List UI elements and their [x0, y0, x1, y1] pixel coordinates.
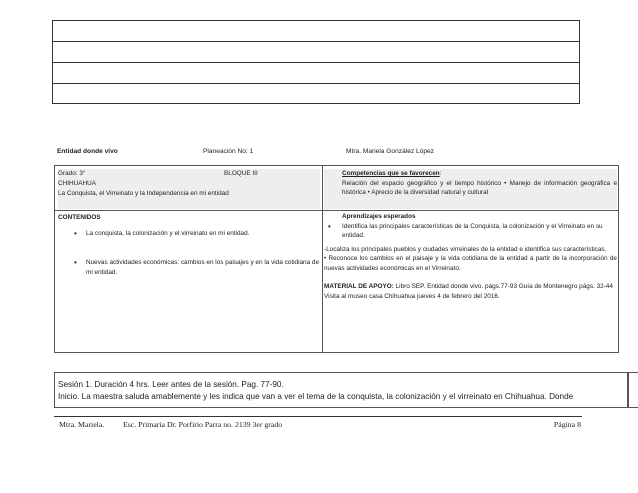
table-row — [53, 21, 579, 42]
page-footer — [59, 420, 581, 432]
contents-cell — [58, 213, 320, 277]
learning-cell — [324, 212, 617, 301]
session-side-cell — [628, 372, 638, 408]
subject-title: Entidad donde vivo — [57, 148, 118, 155]
table-row — [53, 42, 579, 63]
footer-divider — [54, 416, 582, 417]
state-label: CHIHUAHUA — [58, 180, 96, 187]
page-number: Página 8 — [553, 420, 581, 429]
teacher-name: Mtra. Mariela González López — [346, 148, 434, 155]
competencies-cell — [324, 169, 617, 209]
table-row — [53, 84, 579, 105]
session-box — [54, 372, 628, 408]
list-item: • Identifica las principales características de la Conquista, la colonización y el Virreinato en su entidad. — [324, 222, 617, 241]
planning-header — [57, 148, 578, 160]
learning-line: • Reconoce los cambios en el paisaje y la vida cotidiana de la entidad a partir de la incorporación de nuevas actividades económicas en el Virreinato. — [324, 255, 617, 272]
learning-line: -Localiza los principales pueblos y ciudades virreinales de la entidad e identifica sus características. — [324, 245, 607, 253]
competencies-title: Competencias que se favorecen — [342, 170, 440, 177]
block-label: BLOQUE III — [224, 170, 258, 177]
column-divider — [322, 166, 323, 352]
session-title: Sesión 1. Duración 4 hrs. Leer antes de la sesión. Pag. 77-90. — [58, 380, 284, 389]
grade-info-cell — [58, 169, 320, 209]
planning-table — [54, 165, 619, 353]
row-divider — [55, 210, 618, 211]
list-item: • Nuevas actividades económicas: cambios en los paisajes y en la vida cotidiana de mi entidad. — [58, 258, 320, 277]
topic-label: La Conquista, el Virreinato y la Independencia en mi entidad — [58, 189, 229, 197]
table-row — [53, 63, 579, 84]
list-item: • La conquista, la colonización y el virreinato en mi entidad. — [58, 229, 320, 239]
footer-teacher: Mtra. Mariela. — [59, 420, 105, 429]
grade-label: Grado: 3° — [58, 170, 86, 177]
empty-top-table — [52, 20, 580, 104]
learning-title: Aprendizajes esperados — [342, 213, 416, 220]
competencies-colon: : — [439, 170, 442, 177]
museum-visit: Visita al museo casa Chihuahua jueves 4 de febrero del 2016. — [324, 292, 500, 300]
competencies-text: Relación del espacio geográfico y el tiempo histórico • Manejo de información geográfica e histórica • Aprecio de la diversidad natural y cultural — [342, 179, 617, 196]
session-text: Inicio. La maestra saluda amablemente y les indica que van a ver el tema de la conquista, la colonización y el virreinato en Chihuahua. Donde — [58, 392, 574, 401]
support-material-text: Libro SEP. Entidad donde vivo. págs.77-93 Guía de Montenegro págs. 32-44 — [393, 283, 613, 290]
support-material-label: MATERIAL DE APOYO: — [324, 283, 394, 290]
support-material — [324, 282, 617, 292]
planning-number: Planeación No: 1 — [203, 148, 254, 155]
footer-school: Esc. Primaria Dr. Porfirio Parra no. 2139 3er grado — [123, 420, 283, 429]
contents-title: CONTENIDOS — [58, 214, 101, 221]
